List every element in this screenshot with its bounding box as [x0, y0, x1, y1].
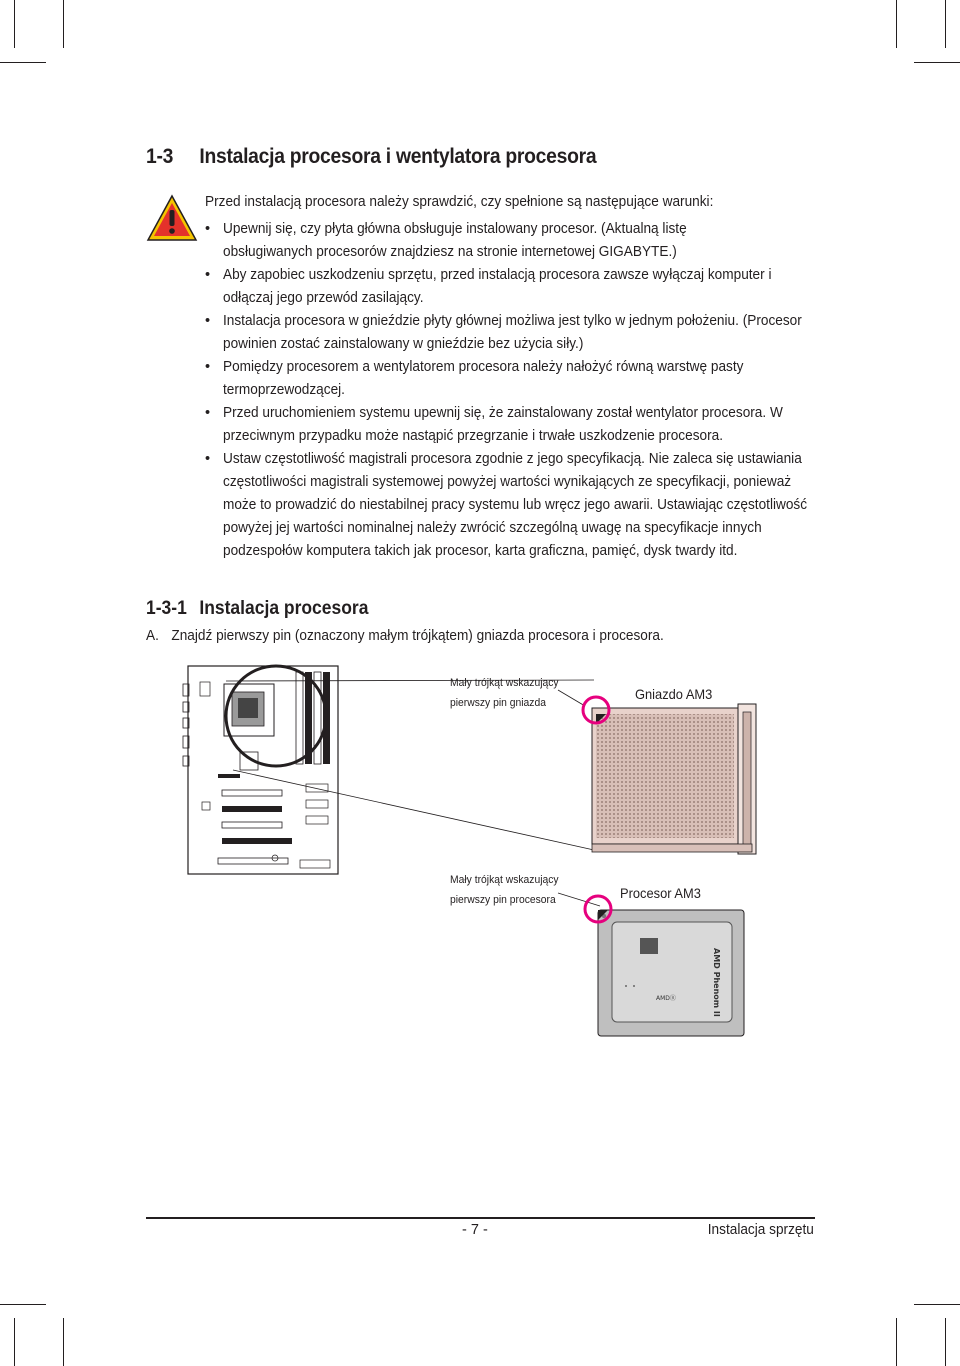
footer-rule: [146, 1217, 815, 1219]
bullet-text: Upewnij się, czy płyta główna obsługuje instalowany procesor. (Aktualną listę obsługiwanych procesorów znajdziesz na stronie internetowej GIGABYTE.): [223, 221, 687, 260]
list-item: • Upewnij się, czy płyta główna obsługuje instalowany procesor. (Aktualną listę obsługiwanych procesorów znajdziesz na stronie internetowej GIGABYTE.): [205, 218, 825, 264]
svg-text:AMDⓇ: AMDⓇ: [656, 995, 676, 1002]
subsection-title: Instalacja procesora: [199, 598, 369, 619]
caption-line: pierwszy pin gniazda: [450, 697, 546, 709]
am3-processor-diagram: [596, 908, 748, 1038]
section-title: Instalacja procesora i wentylatora procesora: [199, 145, 597, 168]
step-text: Znajdź pierwszy pin (oznaczony małym trójkątem) gniazda procesora i procesora.: [171, 628, 664, 644]
section-number: 1-3: [146, 145, 174, 168]
caption-line: Mały trójkąt wskazujący: [450, 677, 559, 689]
cpu-highlight-circle: [582, 893, 614, 925]
bullet-text: Przed uruchomieniem systemu upewnij się, że zainstalowany został wentylator procesora. W przeciwnym przypadku może nastąpić przegrzanie i trwałe uszkodzenie procesora.: [223, 405, 783, 444]
am3-socket-diagram: [588, 700, 768, 858]
warning-intro: Przed instalacją procesora należy sprawdzić, czy spełnione są następujące warunki:: [205, 194, 714, 210]
list-item: • Przed uruchomieniem systemu upewnij się, że zainstalowany został wentylator procesora. W przeciwnym przypadku może nastąpić przegrzanie i trwałe uszkodzenie procesora.: [205, 402, 825, 448]
footer-section: Instalacja sprzętu: [707, 1222, 814, 1238]
cpu-caption: [450, 870, 559, 910]
bullet-text: Instalacja procesora w gnieździe płyty głównej możliwa jest tylko w jednym położeniu. (Procesor powinien zostać zainstalowany w gnieździe bez użycia siły.): [223, 313, 802, 352]
list-item: • Aby zapobiec uszkodzeniu sprzętu, przed instalacją procesora zawsze wyłączaj komputer i odłączaj jego przewód zasilający.: [205, 264, 825, 310]
caption-line: Mały trójkąt wskazujący: [450, 874, 559, 886]
cpu-label: Procesor AM3: [620, 885, 701, 901]
socket-label: Gniazdo AM3: [635, 686, 713, 702]
caption-line: pierwszy pin procesora: [450, 894, 556, 906]
bullet-text: Aby zapobiec uszkodzeniu sprzętu, przed instalacją procesora zawsze wyłączaj komputer i odłączaj jego przewód zasilający.: [223, 267, 772, 306]
step-letter: A.: [146, 628, 159, 644]
socket-highlight-circle: [580, 694, 612, 726]
list-item: • Pomiędzy procesorem a wentylatorem procesora należy nałożyć równą warstwę pasty termoprzewodzącej.: [205, 356, 825, 402]
list-item: • Ustaw częstotliwość magistrali procesora zgodnie z jego specyfikacją. Nie zaleca się ustawiania częstotliwości magistrali systemowej powyżej wartości wynikających ze specyfikacji, ponieważ może to prowadzić do niestabilnej pracy systemu lub wręcz jego awarii. Ustawiając częstotliwość powyżej jej wartości nominalnej należy zwrócić szczególną uwagę na specyfikacje innych podzespołów komputera takich jak procesor, karta graficzna, pamięć, dysk twardy itd.: [205, 448, 825, 563]
socket-caption: [450, 673, 559, 713]
bullet-text: Pomiędzy procesorem a wentylatorem procesora należy nałożyć równą warstwę pasty termoprzewodzącej.: [223, 359, 744, 398]
bullet-text: Ustaw częstotliwość magistrali procesora zgodnie z jego specyfikacją. Nie zaleca się ustawiania częstotliwości magistrali systemowej powyżej wartości wynikających ze specyfikacji, ponieważ może to prowadzić do niestabilnej pracy systemu lub wręcz jego awarii. Ustawiając częstotliwość powyżej jej wartości nominalnej należy zwrócić szczególną uwagę na specyfikacje innych podzespołów komputera takich jak procesor, karta graficzna, pamięć, dysk twardy itd.: [223, 451, 808, 559]
subsection-number: 1-3-1: [146, 598, 187, 619]
list-item: • Instalacja procesora w gnieździe płyty głównej możliwa jest tylko w jednym położeniu. (Procesor powinien zostać zainstalowany w gnieździe bez użycia siły.): [205, 310, 825, 356]
svg-text:AMD Phenom II: AMD Phenom II: [712, 948, 721, 1017]
page-number: - 7 -: [462, 1222, 488, 1238]
